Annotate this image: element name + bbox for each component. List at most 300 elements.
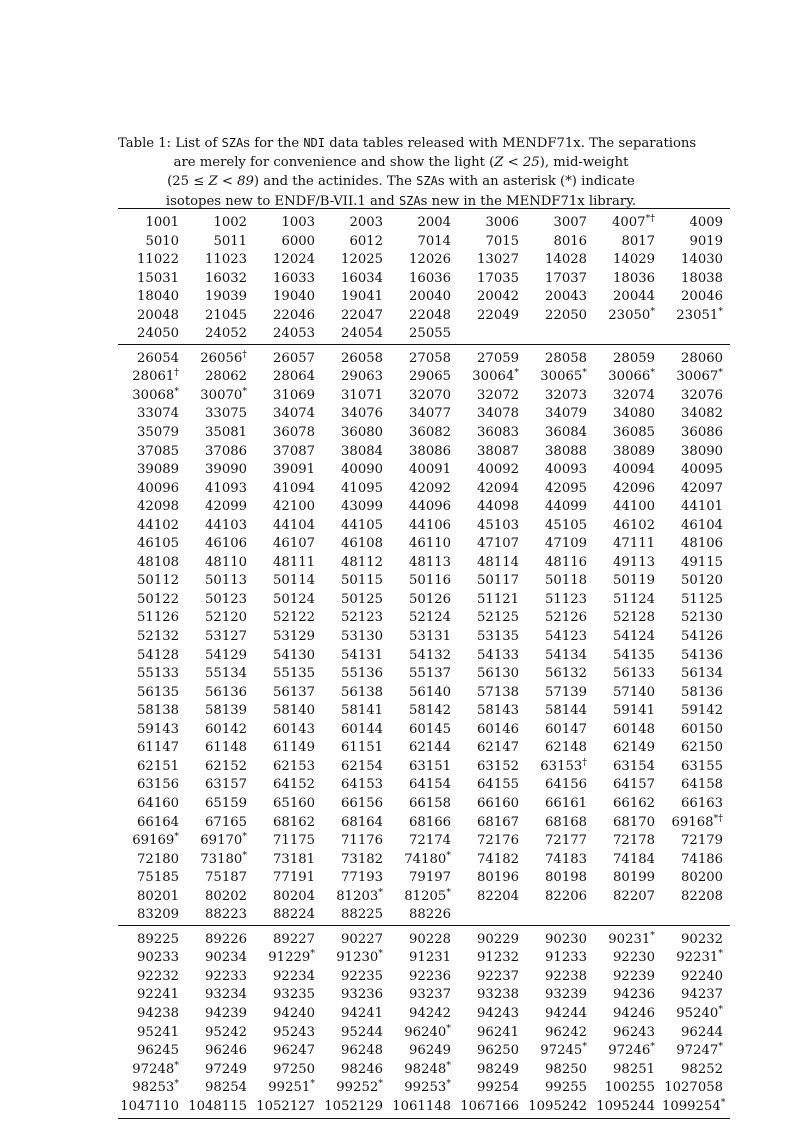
- sza-value: 22049: [477, 307, 519, 323]
- sza-cell: [118, 702, 186, 721]
- sza-cell: [322, 851, 390, 870]
- sza-value: 71175: [273, 833, 315, 849]
- sza-value: 90228: [409, 931, 451, 947]
- sza-value: 24054: [341, 326, 383, 342]
- sza-value: 62147: [477, 740, 519, 756]
- sza-cell: [458, 1098, 526, 1117]
- sza-value: 64155: [477, 777, 519, 793]
- sza-cell: [526, 1098, 594, 1117]
- table-row: [118, 572, 730, 591]
- sza-cell: [118, 1005, 186, 1024]
- sza-value: 83209: [137, 907, 179, 923]
- sza-cell: [594, 405, 662, 424]
- sza-cell: [662, 554, 730, 573]
- sza-value: 92236: [409, 968, 451, 984]
- sza-cell: [662, 368, 730, 387]
- sza-cell: [526, 368, 594, 387]
- sza-cell: [186, 702, 254, 721]
- table-row: [118, 251, 730, 270]
- sza-cell: [118, 906, 186, 925]
- sza-cell: [458, 591, 526, 610]
- sza-value: 54135: [613, 647, 655, 663]
- sza-value: 38086: [409, 443, 451, 459]
- sza-value: 36082: [409, 425, 451, 441]
- sza-value: 36083: [477, 425, 519, 441]
- sza-cell: [322, 832, 390, 851]
- sza-cell: [390, 1042, 458, 1061]
- sza-cell: [526, 405, 594, 424]
- sza-cell: [118, 926, 186, 950]
- sza-cell: [594, 325, 662, 344]
- sza-cell: [254, 832, 322, 851]
- sza-value: 96245: [137, 1043, 179, 1059]
- sza-cell: [594, 869, 662, 888]
- sza-value: 54124: [613, 629, 655, 645]
- sza-value: 44105: [341, 517, 383, 533]
- sza-value: 31071: [341, 387, 383, 403]
- sza-cell: [458, 665, 526, 684]
- sza-value: 94243: [477, 1005, 519, 1021]
- sza-value: 90232: [681, 931, 723, 947]
- sza-value: 82204: [477, 888, 519, 904]
- sza-value: 35081: [205, 425, 247, 441]
- sza-value: 42099: [205, 499, 247, 515]
- sza-value: 20046: [681, 289, 723, 305]
- sza-cell: [526, 888, 594, 907]
- sza-cell: [526, 609, 594, 628]
- sza-cell: [458, 1024, 526, 1043]
- sza-cell: [186, 368, 254, 387]
- sza-value: 50120: [681, 573, 723, 589]
- sza-value: 17035: [477, 270, 519, 286]
- sza-cell: [118, 968, 186, 987]
- sza-cell: [594, 345, 662, 369]
- sza-value: 40095: [681, 462, 723, 478]
- sza-cell: [458, 387, 526, 406]
- caption-segment: SZA: [398, 193, 421, 208]
- sza-cell: [458, 325, 526, 344]
- sza-cell: [594, 517, 662, 536]
- sza-value: 91233: [545, 950, 587, 966]
- sza-value: 30064: [472, 369, 515, 385]
- sza-cell: [254, 325, 322, 344]
- sza-value: 50113: [205, 573, 247, 589]
- sza-cell: [458, 609, 526, 628]
- sza-value: 22047: [341, 307, 383, 323]
- sza-cell: [594, 209, 662, 233]
- sza-value: 7015: [485, 233, 519, 249]
- sza-cell: [594, 480, 662, 499]
- sza-cell: [118, 233, 186, 252]
- sza-cell: [118, 251, 186, 270]
- sza-cell: [322, 572, 390, 591]
- sza-value: 97249: [205, 1061, 247, 1077]
- sza-cell: [390, 1024, 458, 1043]
- sza-value: 19039: [205, 289, 247, 305]
- sza-flag-mark: *: [650, 929, 655, 941]
- sza-value: 97247: [676, 1043, 719, 1059]
- sza-cell: [594, 906, 662, 925]
- sza-cell: [186, 535, 254, 554]
- sza-value: 22050: [545, 307, 587, 323]
- sza-cell: [458, 368, 526, 387]
- table-row: [118, 443, 730, 462]
- sza-value: 48108: [137, 554, 179, 570]
- sza-value: 26054: [137, 350, 179, 366]
- sza-value: 98246: [341, 1061, 383, 1077]
- sza-value: 80202: [205, 888, 247, 904]
- sza-cell: [254, 554, 322, 573]
- sza-value: 50115: [341, 573, 383, 589]
- sza-cell: [322, 665, 390, 684]
- sza-cell: [322, 968, 390, 987]
- sza-cell: [118, 480, 186, 499]
- sza-cell: [186, 1042, 254, 1061]
- sza-value: 42098: [137, 499, 179, 515]
- sza-value: 41094: [273, 480, 315, 496]
- sza-flag-mark: *: [174, 385, 179, 397]
- sza-cell: [390, 758, 458, 777]
- sza-value: 80198: [545, 870, 587, 886]
- sza-cell: [526, 554, 594, 573]
- sza-value: 64154: [409, 777, 451, 793]
- sza-cell: [594, 424, 662, 443]
- sza-value: 47111: [613, 536, 655, 552]
- sza-cell: [662, 986, 730, 1005]
- sza-value: 42095: [545, 480, 587, 496]
- sza-cell: [322, 647, 390, 666]
- sza-value: 50117: [477, 573, 519, 589]
- sza-cell: [662, 251, 730, 270]
- sza-value: 48114: [477, 554, 519, 570]
- sza-cell: [186, 968, 254, 987]
- sza-value: 92233: [205, 968, 247, 984]
- sza-value: 42096: [613, 480, 655, 496]
- sza-value: 92241: [137, 987, 179, 1003]
- sza-cell: [662, 209, 730, 233]
- sza-value: 47107: [477, 536, 519, 552]
- sza-value: 95243: [273, 1024, 315, 1040]
- sza-cell: [390, 609, 458, 628]
- sza-cell: [526, 926, 594, 950]
- sza-cell: [322, 307, 390, 326]
- sza-cell: [662, 1005, 730, 1024]
- sza-value: 44098: [477, 499, 519, 515]
- sza-cell: [254, 1061, 322, 1080]
- sza-cell: [594, 1061, 662, 1080]
- sza-value: 16036: [409, 270, 451, 286]
- sza-value: 2003: [349, 215, 383, 230]
- sza-cell: [662, 1042, 730, 1061]
- sza-cell: [118, 517, 186, 536]
- sza-value: 46110: [409, 536, 451, 552]
- sza-value: 94238: [137, 1005, 179, 1021]
- sza-value: 56132: [545, 666, 587, 682]
- sza-value: 98253: [132, 1080, 175, 1096]
- sza-value: 56140: [409, 684, 451, 700]
- table-row: [118, 387, 730, 406]
- sza-cell: [458, 572, 526, 591]
- sza-value: 50119: [613, 573, 655, 589]
- sza-cell: [118, 424, 186, 443]
- caption-segment: s with an asterisk (*) indicate: [437, 174, 635, 189]
- sza-value: 65160: [273, 795, 315, 811]
- sza-value: 82207: [613, 888, 655, 904]
- sza-flag-mark: *: [720, 1096, 726, 1108]
- sza-value: 98254: [205, 1080, 247, 1096]
- sza-cell: [254, 345, 322, 369]
- sza-cell: [322, 443, 390, 462]
- sza-cell: [390, 209, 458, 233]
- table-row: [118, 647, 730, 666]
- sza-cell: [526, 906, 594, 925]
- sza-value: 34076: [341, 406, 383, 422]
- sza-cell: [186, 851, 254, 870]
- sza-value: 8016: [553, 233, 587, 249]
- sza-cell: [254, 986, 322, 1005]
- sza-cell: [390, 968, 458, 987]
- sza-value: 42092: [409, 480, 451, 496]
- sza-cell: [526, 1024, 594, 1043]
- sza-flag-mark: *: [582, 367, 587, 379]
- sza-value: 28061: [132, 369, 175, 385]
- sza-value: 9019: [689, 233, 723, 249]
- sza-value: 63151: [409, 758, 451, 774]
- sza-flag-mark: *: [242, 385, 247, 397]
- sza-cell: [526, 517, 594, 536]
- sza-value: 48113: [409, 554, 451, 570]
- sza-cell: [458, 1005, 526, 1024]
- sza-value: 33075: [205, 406, 247, 422]
- sza-cell: [118, 1024, 186, 1043]
- sza-cell: [594, 795, 662, 814]
- table-row: [118, 609, 730, 628]
- sza-value: 22048: [409, 307, 451, 323]
- sza-value: 26056: [200, 350, 243, 366]
- caption-segment: NDI: [303, 136, 326, 150]
- sza-cell: [390, 1079, 458, 1098]
- sza-cell: [254, 480, 322, 499]
- sza-value: 93237: [409, 987, 451, 1003]
- sza-cell: [186, 498, 254, 517]
- sza-cell: [594, 684, 662, 703]
- sza-cell: [390, 233, 458, 252]
- table-row: [118, 209, 730, 233]
- sza-value: 92231: [676, 950, 719, 966]
- caption-segment: Z < 89: [208, 174, 254, 189]
- caption-segment: are merely for convenience and show the light (: [173, 154, 495, 170]
- sza-value: 50125: [341, 591, 383, 607]
- sza-value: 98252: [681, 1061, 723, 1077]
- sza-value: 96248: [341, 1043, 383, 1059]
- sza-cell: [322, 517, 390, 536]
- sza-value: 60143: [273, 721, 315, 737]
- sza-value: 73181: [273, 851, 315, 867]
- sza-cell: [322, 609, 390, 628]
- sza-cell: [322, 480, 390, 499]
- sza-value: 40090: [341, 462, 383, 478]
- sza-value: 98248: [404, 1061, 447, 1077]
- sza-value: 97248: [132, 1061, 175, 1077]
- sza-cell: [594, 233, 662, 252]
- sza-cell: [186, 721, 254, 740]
- sza-cell: [186, 647, 254, 666]
- sza-value: 57138: [477, 684, 519, 700]
- sza-cell: [594, 628, 662, 647]
- sza-value: 79197: [409, 870, 451, 886]
- sza-value: 92232: [137, 968, 179, 984]
- sza-cell: [390, 325, 458, 344]
- sza-value: 50122: [137, 591, 179, 607]
- sza-cell: [390, 702, 458, 721]
- sza-cell: [254, 647, 322, 666]
- sza-cell: [322, 986, 390, 1005]
- sza-cell: [118, 739, 186, 758]
- sza-value: 3007: [553, 215, 587, 230]
- sza-value: 44101: [681, 499, 723, 515]
- sza-cell: [186, 591, 254, 610]
- sza-flag-mark: *: [242, 831, 247, 843]
- sza-value: 54132: [409, 647, 451, 663]
- sza-value: 52125: [477, 610, 519, 626]
- sza-value: 51126: [137, 610, 179, 626]
- sza-cell: [390, 572, 458, 591]
- sza-cell: [322, 814, 390, 833]
- sza-value: 88224: [273, 907, 315, 923]
- sza-value: 56138: [341, 684, 383, 700]
- sza-value: 71176: [341, 833, 383, 849]
- sza-cell: [662, 795, 730, 814]
- sza-value: 94240: [273, 1005, 315, 1021]
- sza-cell: [526, 832, 594, 851]
- sza-value: 23051: [676, 307, 719, 323]
- sza-value: 50123: [205, 591, 247, 607]
- sza-flag-mark: *: [650, 305, 655, 317]
- sza-cell: [458, 307, 526, 326]
- sza-flag-mark: *: [446, 1059, 451, 1071]
- sza-value: 44106: [409, 517, 451, 533]
- sza-value: 95240: [676, 1005, 719, 1021]
- table-row: [118, 814, 730, 833]
- sza-value: 39090: [205, 462, 247, 478]
- caption-segment: SZA: [416, 174, 438, 188]
- sza-value: 96250: [477, 1043, 519, 1059]
- sza-value: 3006: [485, 215, 519, 230]
- sza-flag-mark: *: [310, 948, 315, 960]
- table-row: [118, 307, 730, 326]
- table-row: [118, 926, 730, 950]
- sza-value: 1067166: [460, 1098, 519, 1114]
- sza-cell: [390, 814, 458, 833]
- sza-value: 11023: [205, 252, 247, 268]
- sza-cell: [322, 387, 390, 406]
- sza-value: 30066: [608, 369, 651, 385]
- sza-value: 14029: [613, 252, 655, 268]
- sza-cell: [390, 480, 458, 499]
- sza-cell: [254, 591, 322, 610]
- sza-value: 96242: [545, 1024, 587, 1040]
- sza-value: 50114: [273, 573, 315, 589]
- sza-cell: [662, 739, 730, 758]
- sza-cell: [662, 776, 730, 795]
- sza-cell: [662, 628, 730, 647]
- sza-cell: [254, 307, 322, 326]
- sza-value: 94244: [545, 1005, 587, 1021]
- sza-value: 63156: [137, 777, 179, 793]
- sza-cell: [118, 869, 186, 888]
- table-row: [118, 498, 730, 517]
- sza-cell: [458, 498, 526, 517]
- sza-value: 96246: [205, 1043, 247, 1059]
- sza-value: 39091: [273, 462, 315, 478]
- sza-value: 36078: [273, 425, 315, 441]
- sza-value: 92238: [545, 968, 587, 984]
- sza-cell: [458, 888, 526, 907]
- sza-cell: [526, 851, 594, 870]
- sza-value: 46108: [341, 536, 383, 552]
- sza-value: 72179: [681, 833, 723, 849]
- sza-value: 14030: [681, 252, 723, 268]
- sza-value: 38084: [341, 443, 383, 459]
- sza-value: 74180: [404, 851, 447, 867]
- sza-cell: [118, 814, 186, 833]
- sza-value: 18038: [681, 270, 723, 286]
- sza-cell: [186, 325, 254, 344]
- sza-cell: [254, 270, 322, 289]
- sza-cell: [322, 251, 390, 270]
- sza-value: 2004: [417, 215, 451, 230]
- sza-cell: [118, 405, 186, 424]
- sza-cell: [390, 986, 458, 1005]
- sza-value: 61147: [137, 740, 179, 756]
- sza-value: 47109: [545, 536, 587, 552]
- sza-cell: [390, 776, 458, 795]
- sza-cell: [254, 906, 322, 925]
- sza-cell: [594, 665, 662, 684]
- sza-value: 94236: [613, 987, 655, 1003]
- sza-flag-mark: *: [650, 1041, 655, 1053]
- sza-value: 41095: [341, 480, 383, 496]
- sza-cell: [322, 209, 390, 233]
- sza-cell: [322, 1005, 390, 1024]
- table-row: [118, 1042, 730, 1061]
- sza-value: 46105: [137, 536, 179, 552]
- sza-value: 1099254: [662, 1098, 721, 1114]
- sza-value: 18036: [613, 270, 655, 286]
- sza-value: 29065: [409, 369, 451, 385]
- sza-value: 69169: [132, 833, 175, 849]
- sza-value: 80196: [477, 870, 519, 886]
- sza-cell: [594, 572, 662, 591]
- sza-value: 99254: [477, 1080, 519, 1096]
- sza-cell: [322, 345, 390, 369]
- sza-value: 60144: [341, 721, 383, 737]
- table-row: [118, 832, 730, 851]
- sza-cell: [322, 1042, 390, 1061]
- sza-value: 25055: [409, 326, 451, 342]
- sza-cell: [526, 968, 594, 987]
- sza-value: 28058: [545, 350, 587, 366]
- sza-value: 88225: [341, 907, 383, 923]
- sza-value: 50116: [409, 573, 451, 589]
- sza-value: 48110: [205, 554, 247, 570]
- sza-cell: [594, 498, 662, 517]
- sza-value: 1002: [213, 215, 247, 230]
- sza-cell: [322, 869, 390, 888]
- sza-value: 40094: [613, 462, 655, 478]
- sza-value: 50118: [545, 573, 587, 589]
- sza-flag-mark: †: [582, 756, 587, 768]
